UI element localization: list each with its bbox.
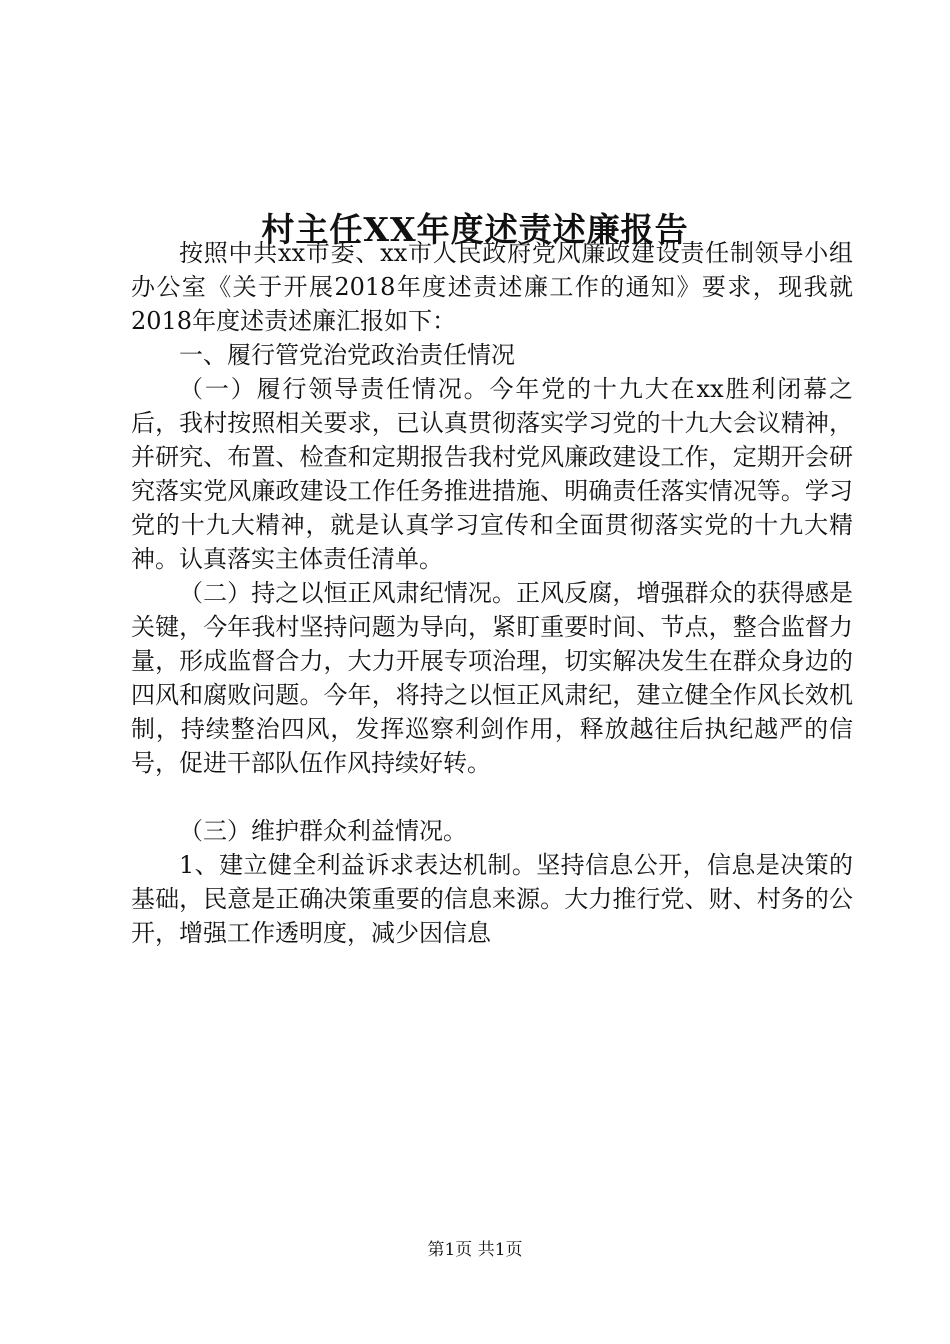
subsection-heading-3: （三）维护群众利益情况。: [179, 817, 467, 845]
paragraph-leadership-responsibility: （一）履行领导责任情况。今年党的十九大在xx胜利闭幕之后，我村按照相关要求，已认真贯彻落实学习党的十九大会议精神，并研究、布置、检查和定期报告我村党风廉政建设工作，定期开会研究落实党风廉政建设工作任务推进措施、明确责任落实情况等。学习党的十九大精神，就是认真学习宣传和全面贯彻落实党的十九大精神。认真落实主体责任清单。: [131, 375, 853, 573]
document-body: [131, 236, 853, 950]
paragraph-intro: 按照中共xx市委、xx市人民政府党风廉政建设责任制领导小组办公室《关于开展2018年度述责述廉工作的通知》要求，现我就2018年度述责述廉汇报如下：: [131, 239, 853, 335]
paragraph-interest-mechanism: 1、建立健全利益诉求表达机制。坚持信息公开，信息是决策的基础，民意是正确决策重要的信息来源。大力推行党、财、村务的公开，增强工作透明度，减少因信息: [131, 851, 853, 947]
paragraph-discipline: （二）持之以恒正风肃纪情况。正风反腐，增强群众的获得感是关键，今年我村坚持问题为导向，紧盯重要时间、节点，整合监督力量，形成监督合力，大力开展专项治理，切实解决发生在群众身边的四风和腐败问题。今年，将持之以恒正风肃纪，建立健全作风长效机制，持续整治四风，发挥巡察利剑作用，释放越往后执纪越严的信号，促进干部队伍作风持续好转。: [131, 579, 853, 777]
document-title: 村主任XX年度述责述廉报告: [261, 210, 689, 250]
section-heading-1: 一、履行管党治党政治责任情况: [179, 341, 515, 369]
page-footer: 第1页 共1页: [427, 1240, 523, 1260]
